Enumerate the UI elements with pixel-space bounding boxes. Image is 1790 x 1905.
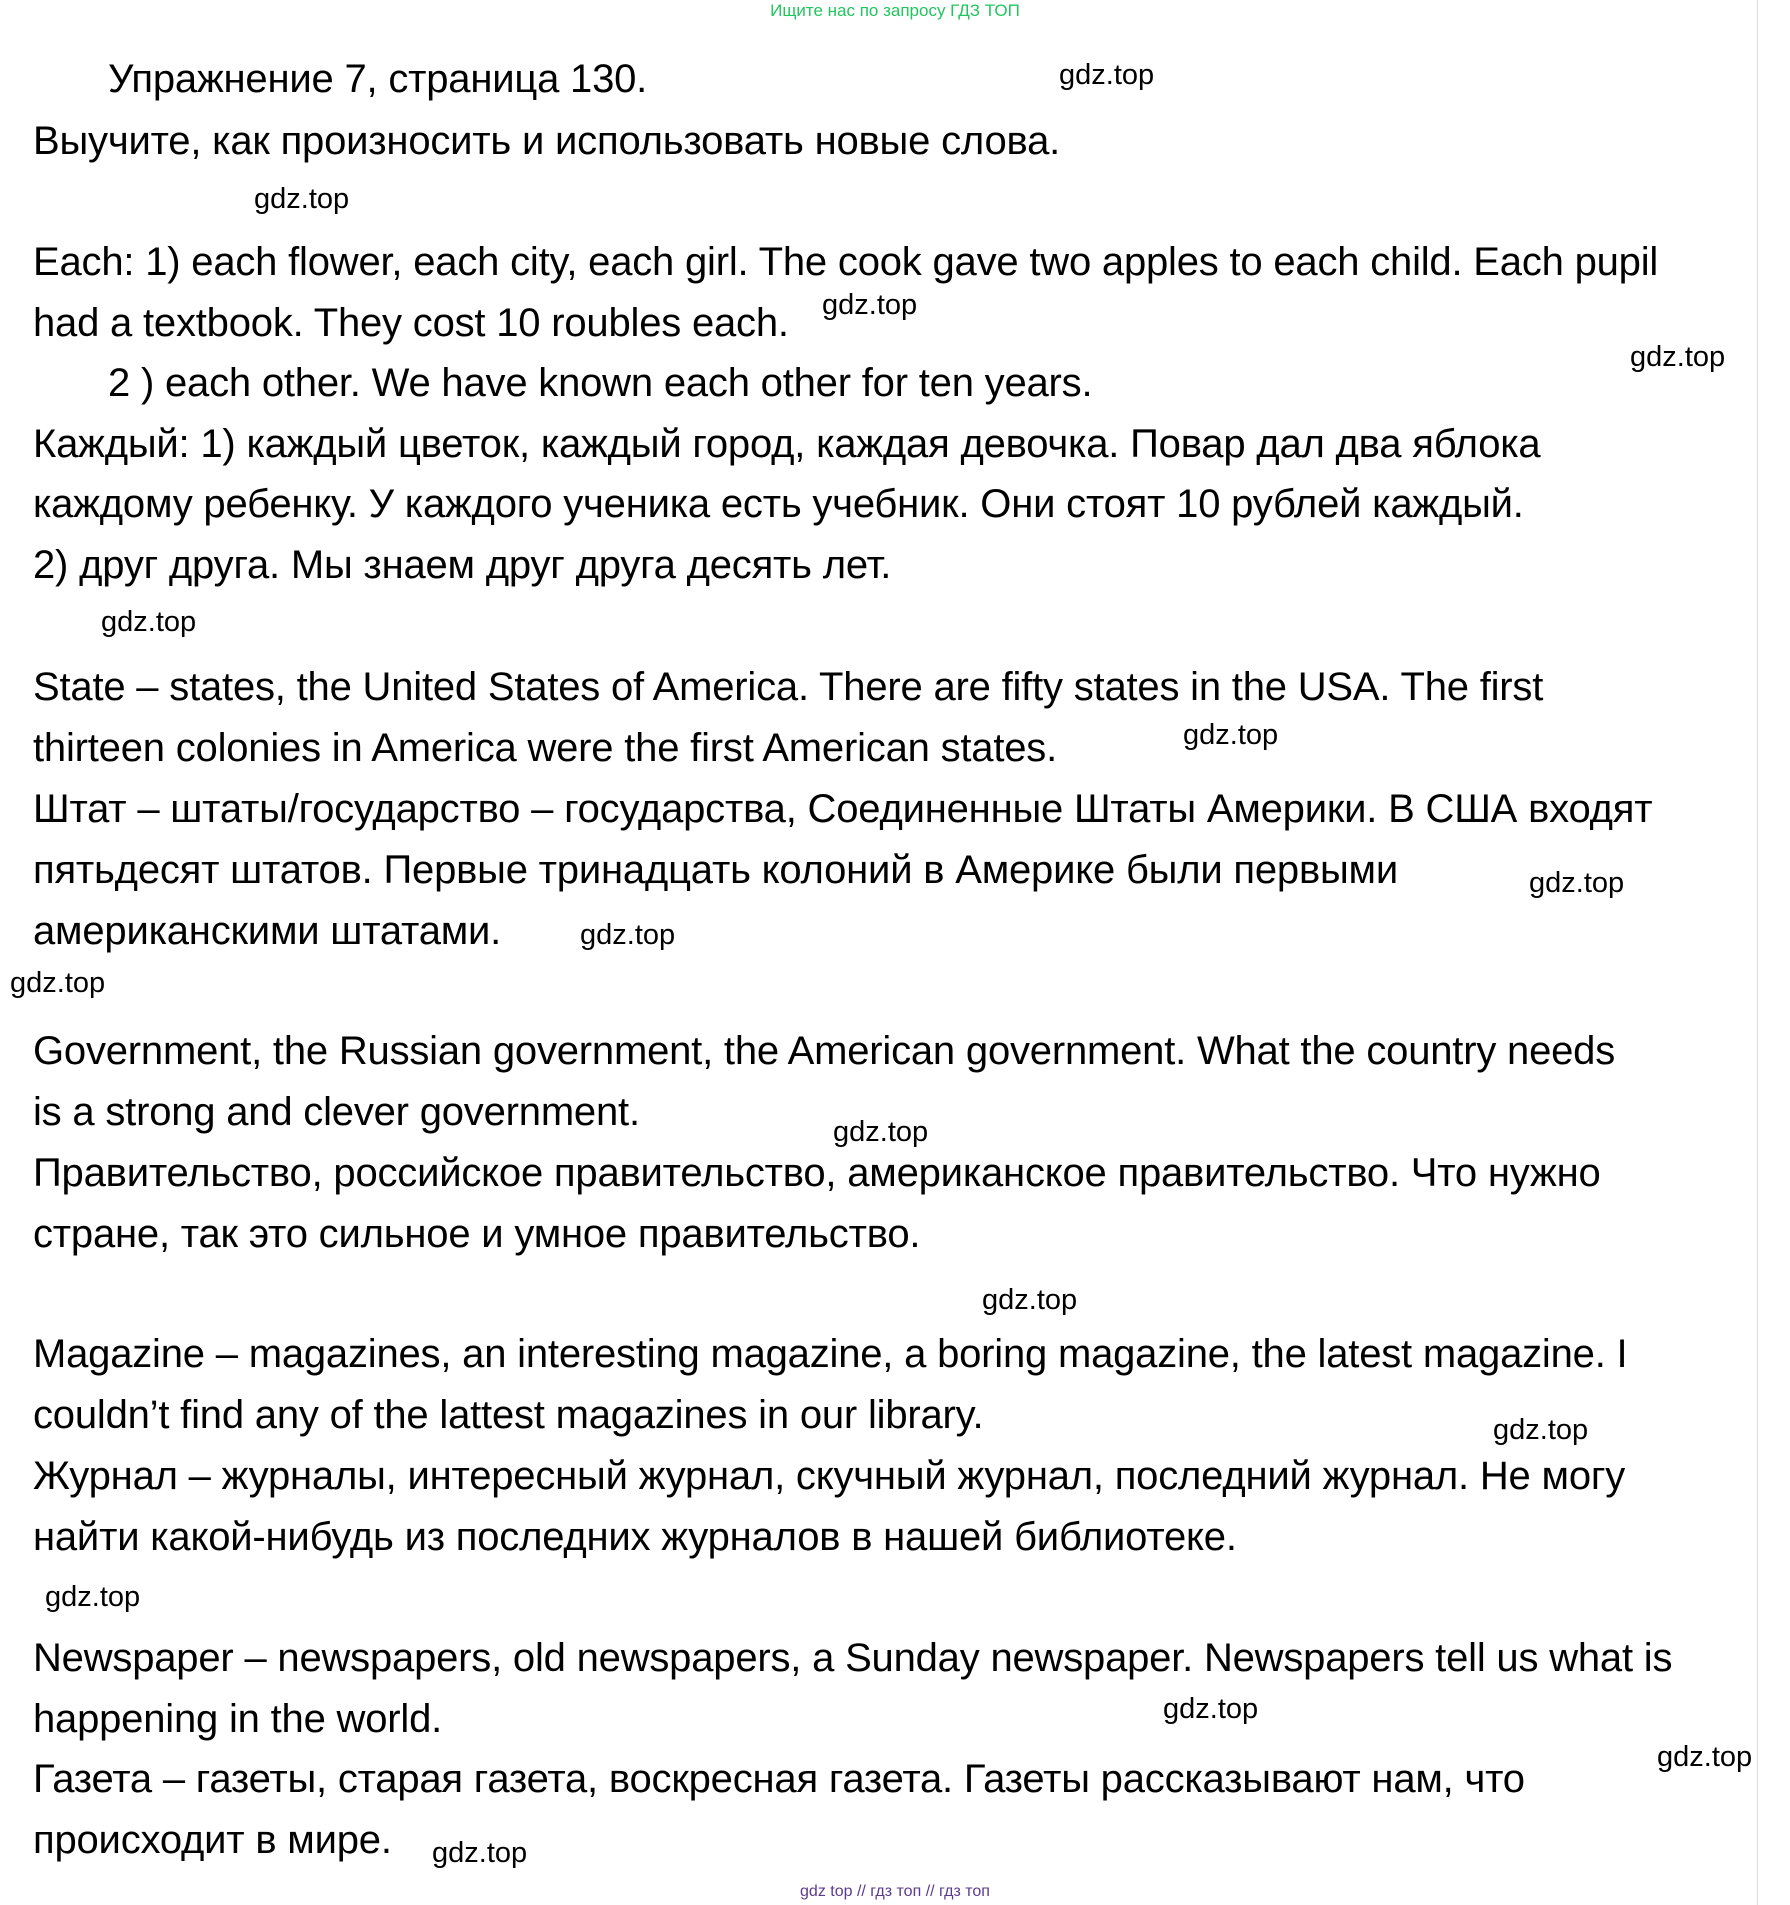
text-line: происходит в мире. bbox=[33, 1818, 392, 1862]
top-banner: Ищите нас по запросу ГДЗ ТОП bbox=[770, 1, 1020, 20]
text-line: Magazine – magazines, an interesting magazine, a boring magazine, the latest magazine. I bbox=[33, 1332, 1628, 1376]
watermark: gdz.top bbox=[1630, 341, 1726, 373]
watermark: gdz.top bbox=[1059, 59, 1155, 91]
watermark: gdz.top bbox=[1493, 1414, 1589, 1446]
text-line: пятьдесят штатов. Первые тринадцать колоний в Америке были первыми bbox=[33, 848, 1399, 892]
text-line: couldn’t find any of the lattest magazines in our library. bbox=[33, 1393, 984, 1437]
text-line: найти какой-нибудь из последних журналов в нашей библиотеке. bbox=[33, 1515, 1237, 1559]
text-line: 2) друг друга. Мы знаем друг друга десять лет. bbox=[33, 543, 892, 587]
text-line: Правительство, российское правительство, американское правительство. Что нужно bbox=[33, 1151, 1601, 1195]
watermark: gdz.top bbox=[1183, 719, 1279, 751]
text-line: Каждый: 1) каждый цветок, каждый город, каждая девочка. Повар дал два яблока bbox=[33, 422, 1541, 466]
text-line: 2 ) each other. We have known each other for ten years. bbox=[108, 361, 1093, 405]
text-line: Журнал – журналы, интересный журнал, скучный журнал, последний журнал. Не могу bbox=[33, 1454, 1626, 1498]
watermark: gdz.top bbox=[580, 919, 676, 951]
watermark: gdz.top bbox=[101, 606, 197, 638]
watermark: gdz.top bbox=[982, 1284, 1078, 1316]
text-line: State – states, the United States of America. There are fifty states in the USA. The first bbox=[33, 665, 1544, 709]
instruction: Выучите, как произносить и использовать новые слова. bbox=[33, 119, 1061, 163]
text-line: Штат – штаты/государство – государства, Соединенные Штаты Америки. В США входят bbox=[33, 787, 1653, 831]
exercise-title: Упражнение 7, страница 130. bbox=[108, 57, 648, 101]
watermark: gdz.top bbox=[833, 1116, 929, 1148]
text-line: is a strong and clever government. bbox=[33, 1090, 640, 1134]
watermark: gdz.top bbox=[1657, 1741, 1753, 1773]
watermark: gdz.top bbox=[1529, 867, 1625, 899]
bottom-banner: gdz top // гдз топ // гдз топ bbox=[800, 1883, 990, 1900]
text-line: стране, так это сильное и умное правительство. bbox=[33, 1212, 921, 1256]
watermark: gdz.top bbox=[432, 1837, 528, 1869]
text-line: каждому ребенку. У каждого ученика есть учебник. Они стоят 10 рублей каждый. bbox=[33, 482, 1524, 526]
watermark: gdz.top bbox=[10, 967, 106, 999]
text-line: Government, the Russian government, the American government. What the country needs bbox=[33, 1029, 1616, 1073]
watermark: gdz.top bbox=[254, 183, 350, 215]
text-line: Газета – газеты, старая газета, воскресная газета. Газеты рассказывают нам, что bbox=[33, 1757, 1525, 1801]
page-edge-rule bbox=[1757, 0, 1758, 1905]
watermark: gdz.top bbox=[1163, 1693, 1259, 1725]
text-line: happening in the world. bbox=[33, 1697, 443, 1741]
watermark: gdz.top bbox=[45, 1581, 141, 1613]
watermark: gdz.top bbox=[822, 289, 918, 321]
text-line: Each: 1) each flower, each city, each girl. The cook gave two apples to each child. Each pupil bbox=[33, 240, 1659, 284]
text-line: Newspaper – newspapers, old newspapers, a Sunday newspaper. Newspapers tell us what is bbox=[33, 1636, 1673, 1680]
text-line: американскими штатами. bbox=[33, 909, 502, 953]
text-line: thirteen colonies in America were the first American states. bbox=[33, 726, 1058, 770]
text-line: had a textbook. They cost 10 roubles each. bbox=[33, 301, 789, 345]
